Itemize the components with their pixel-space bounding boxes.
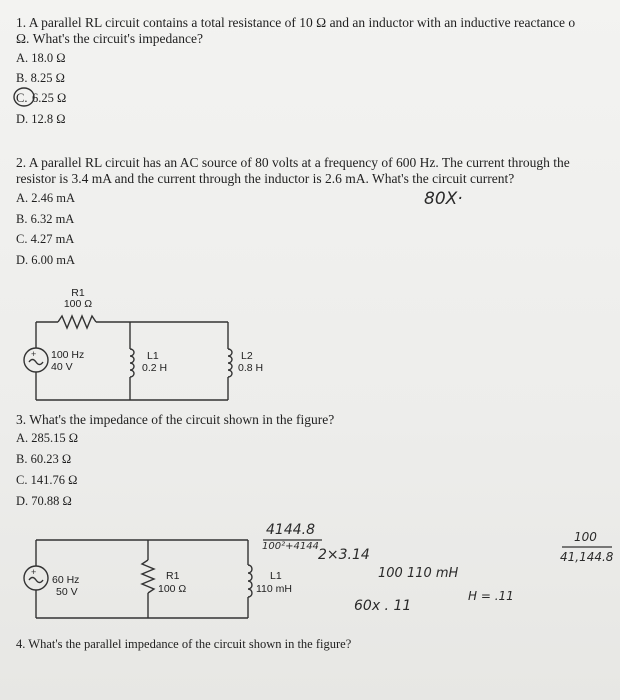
circuit2-l1-name: L1 — [270, 570, 282, 582]
q2-handwriting: 80X· — [424, 189, 463, 209]
q2-line2: resistor is 3.4 mA and the current through the inductor is 2.6 mA. What's the circuit current? — [16, 171, 515, 186]
q3-option-b[interactable]: B. 60.23 Ω — [16, 452, 72, 466]
q1-option-d[interactable]: D. 12.8 Ω — [16, 112, 66, 126]
q1-answer-circle — [14, 88, 34, 106]
circuit1-r1-value: 100 Ω — [63, 298, 93, 310]
q4-text: 4. What's the parallel impedance of the circuit shown in the figure? — [16, 637, 352, 651]
svg-text:+: + — [31, 567, 37, 577]
circuit1-r1-name: R1 — [71, 287, 85, 299]
circuit1-resistor — [58, 316, 96, 328]
handwriting-mid-2: 60x . 11 — [354, 598, 412, 614]
handwriting-right-bottom: 41,144.8 — [560, 550, 614, 564]
q1-option-c-value: 6.25 Ω — [32, 91, 67, 105]
circuit2-source-frequency: 60 Hz — [52, 574, 80, 586]
circuit1-l2-value: 0.8 H — [238, 362, 264, 374]
q3-option-d[interactable]: D. 70.88 Ω — [16, 494, 72, 508]
q2-option-c[interactable]: C. 4.27 mA — [16, 232, 75, 246]
q1-option-a[interactable]: A. 18.0 Ω — [16, 51, 66, 65]
circuit1-source-voltage: 40 V — [51, 361, 73, 373]
svg-text:+: + — [31, 349, 37, 359]
q3-option-c[interactable]: C. 141.76 Ω — [16, 473, 78, 487]
handwriting-denominator: 100²+4144 — [262, 541, 319, 552]
circuit2-source-voltage: 50 V — [56, 586, 78, 598]
q3-text: 3. What's the impedance of the circuit shown in the figure? — [16, 412, 335, 427]
handwriting-mid-3: H = .11 — [468, 589, 514, 603]
q1-line1: 1. A parallel RL circuit contains a total resistance of 10 Ω and an inductor with an inductive reactance o — [16, 15, 576, 30]
handwriting-right-top: 100 — [574, 530, 597, 544]
handwriting-times: 2×3.14 — [318, 547, 370, 563]
circuit2-inductor-l1 — [248, 565, 252, 597]
q3-option-a[interactable]: A. 285.15 Ω — [16, 431, 79, 445]
circuit1-inductor-l1 — [130, 349, 134, 377]
circuit1-inductor-l2 — [228, 349, 232, 377]
circuit1-l1-name: L1 — [147, 350, 159, 362]
circuit1-l2-name: L2 — [241, 350, 253, 362]
q2-option-d[interactable]: D. 6.00 mA — [16, 253, 76, 267]
circuit2-r1-name: R1 — [166, 570, 180, 582]
circuit1-source-frequency: 100 Hz — [51, 349, 85, 361]
q1-line2: Ω. What's the circuit's impedance? — [16, 31, 203, 46]
handwriting-mid-1: 100 110 mH — [378, 566, 459, 581]
q1-option-c-letter: C. — [16, 91, 28, 105]
circuit2-r1-value: 100 Ω — [158, 583, 187, 595]
q2-option-b[interactable]: B. 6.32 mA — [16, 212, 75, 226]
circuit1-l1-value: 0.2 H — [142, 362, 168, 374]
handwriting-numerator: 4144.8 — [266, 522, 315, 538]
q1-option-b[interactable]: B. 8.25 Ω — [16, 71, 65, 85]
q2-option-a[interactable]: A. 2.46 mA — [16, 191, 76, 205]
circuit2-l1-value: 110 mH — [256, 583, 292, 595]
circuit2-resistor — [142, 560, 154, 593]
q2-line1: 2. A parallel RL circuit has an AC source of 80 volts at a frequency of 600 Hz. The current through the — [16, 155, 570, 170]
